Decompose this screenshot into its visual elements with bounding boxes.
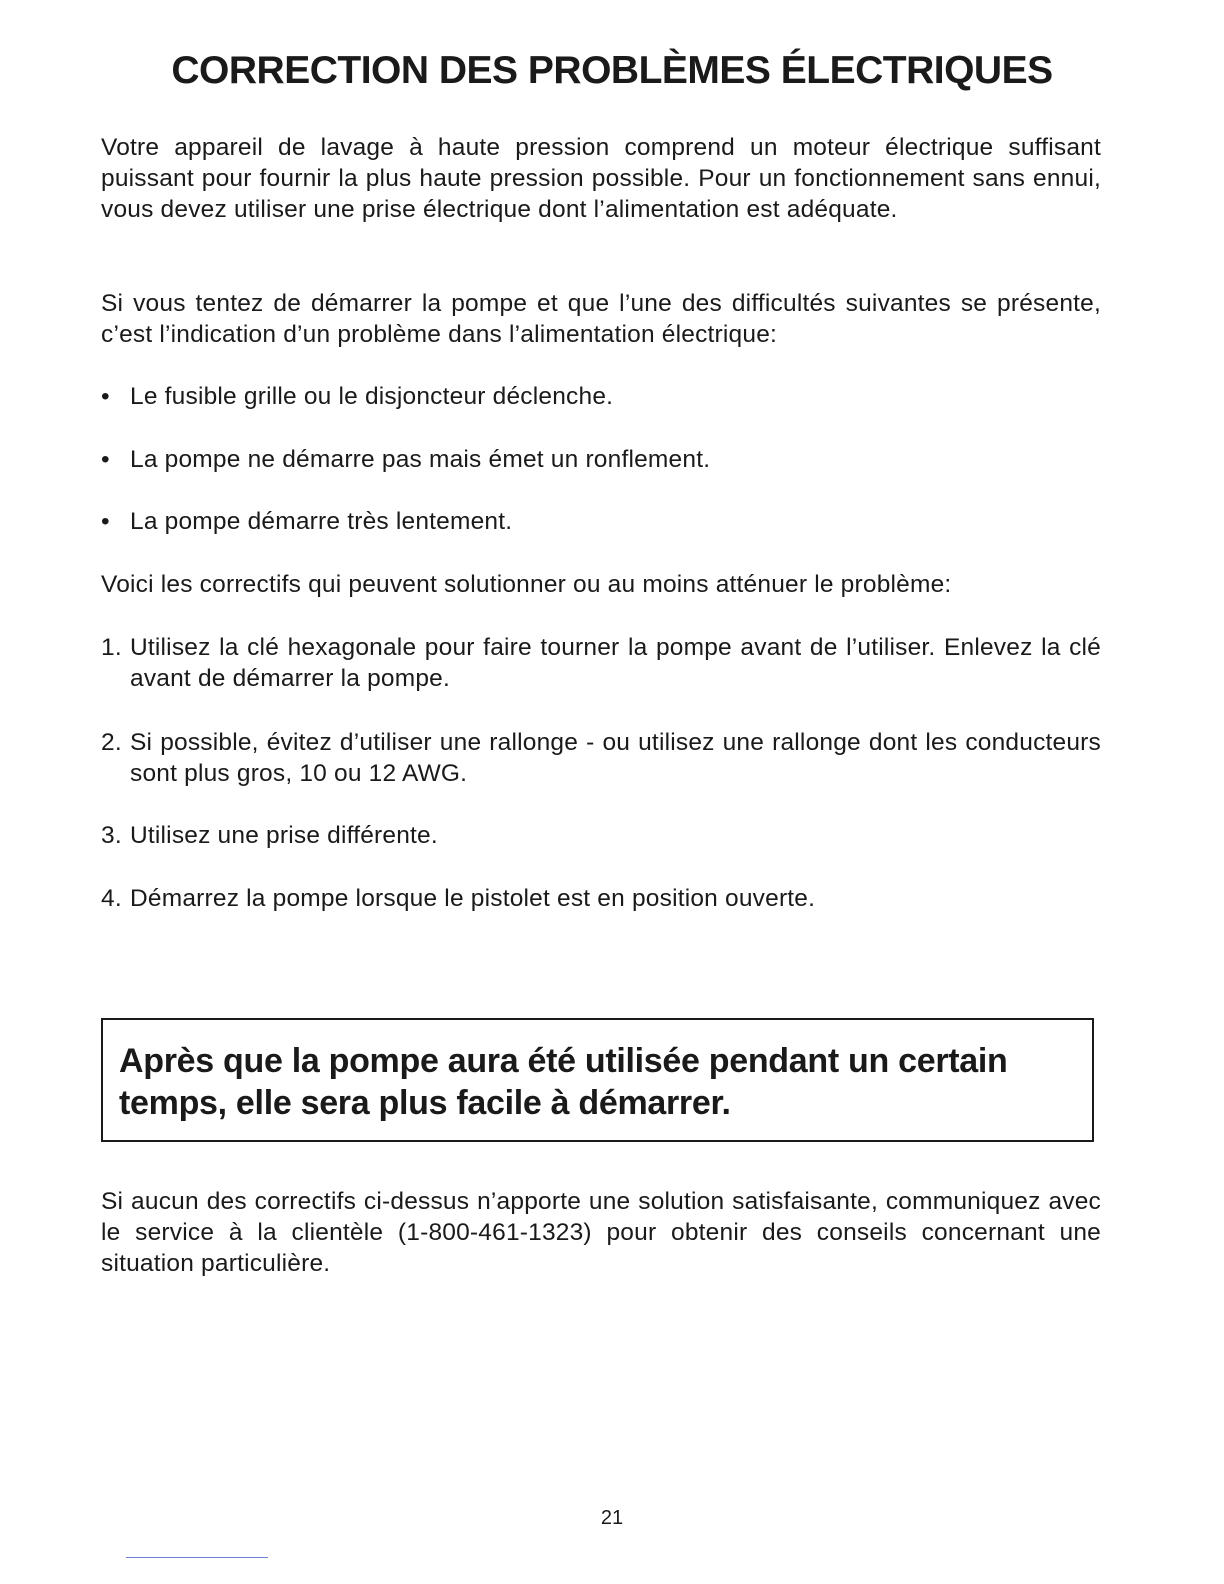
fix-text: Utilisez une prise différente. bbox=[130, 822, 438, 849]
bullet-icon: • bbox=[101, 383, 110, 410]
bullet-icon: • bbox=[101, 446, 110, 473]
notice-text: Après que la pompe aura été utilisée pendant un certain temps, elle sera plus facile à démarrer. bbox=[119, 1042, 1008, 1122]
symptom-list-item bbox=[101, 444, 1101, 475]
page-title: CORRECTION DES PROBLÈMES ÉLECTRIQUES bbox=[171, 49, 1053, 92]
footer-divider bbox=[126, 1557, 268, 1558]
fix-text: Démarrez la pompe lorsque le pistolet est en position ouverte. bbox=[130, 885, 816, 912]
fix-number: 1. bbox=[101, 634, 122, 661]
symptom-list-item bbox=[101, 381, 1101, 412]
closing-paragraph: Si aucun des correctifs ci-dessus n’apporte une solution satisfaisante, communiquez avec le service à la clientèle (1-800-461-1323) pour obtenir des conseils concernant une situation particulière. bbox=[101, 1188, 1101, 1277]
intro-paragraph: Votre appareil de lavage à haute pression comprend un moteur électrique suffisant puissant pour fournir la plus haute pression possible. Pour un fonctionnement sans ennui, vous devez utiliser une prise électrique dont l’alimentation est adéquate. bbox=[101, 134, 1101, 223]
fix-text: Utilisez la clé hexagonale pour faire tourner la pompe avant de l’utiliser. Enlevez la clé avant de démarrer la pompe. bbox=[130, 634, 1101, 692]
symptom-text: La pompe démarre très lentement. bbox=[130, 508, 513, 535]
page-number: 21 bbox=[600, 1507, 624, 1529]
fix-list-item bbox=[101, 727, 1101, 789]
fix-number: 2. bbox=[101, 729, 122, 756]
symptom-text: La pompe ne démarre pas mais émet un ronflement. bbox=[130, 446, 711, 473]
symptom-list-item bbox=[101, 506, 1101, 537]
bullet-icon: • bbox=[101, 508, 110, 535]
fix-list-item bbox=[101, 883, 1101, 914]
fixes-intro-paragraph: Voici les correctifs qui peuvent solutionner ou au moins atténuer le problème: bbox=[101, 571, 952, 598]
fix-text: Si possible, évitez d’utiliser une rallonge - ou utilisez une rallonge dont les conducteurs sont plus gros, 10 ou 12 AWG. bbox=[130, 729, 1101, 787]
fix-list-item bbox=[101, 820, 1101, 851]
fix-number: 4. bbox=[101, 885, 122, 912]
fix-list-item bbox=[101, 632, 1101, 694]
symptom-text: Le fusible grille ou le disjoncteur déclenche. bbox=[130, 383, 614, 410]
notice-box bbox=[101, 1018, 1094, 1142]
fix-number: 3. bbox=[101, 822, 122, 849]
symptoms-intro-paragraph: Si vous tentez de démarrer la pompe et que l’une des difficultés suivantes se présente, c’est l’indication d’un problème dans l’alimentation électrique: bbox=[101, 290, 1101, 348]
